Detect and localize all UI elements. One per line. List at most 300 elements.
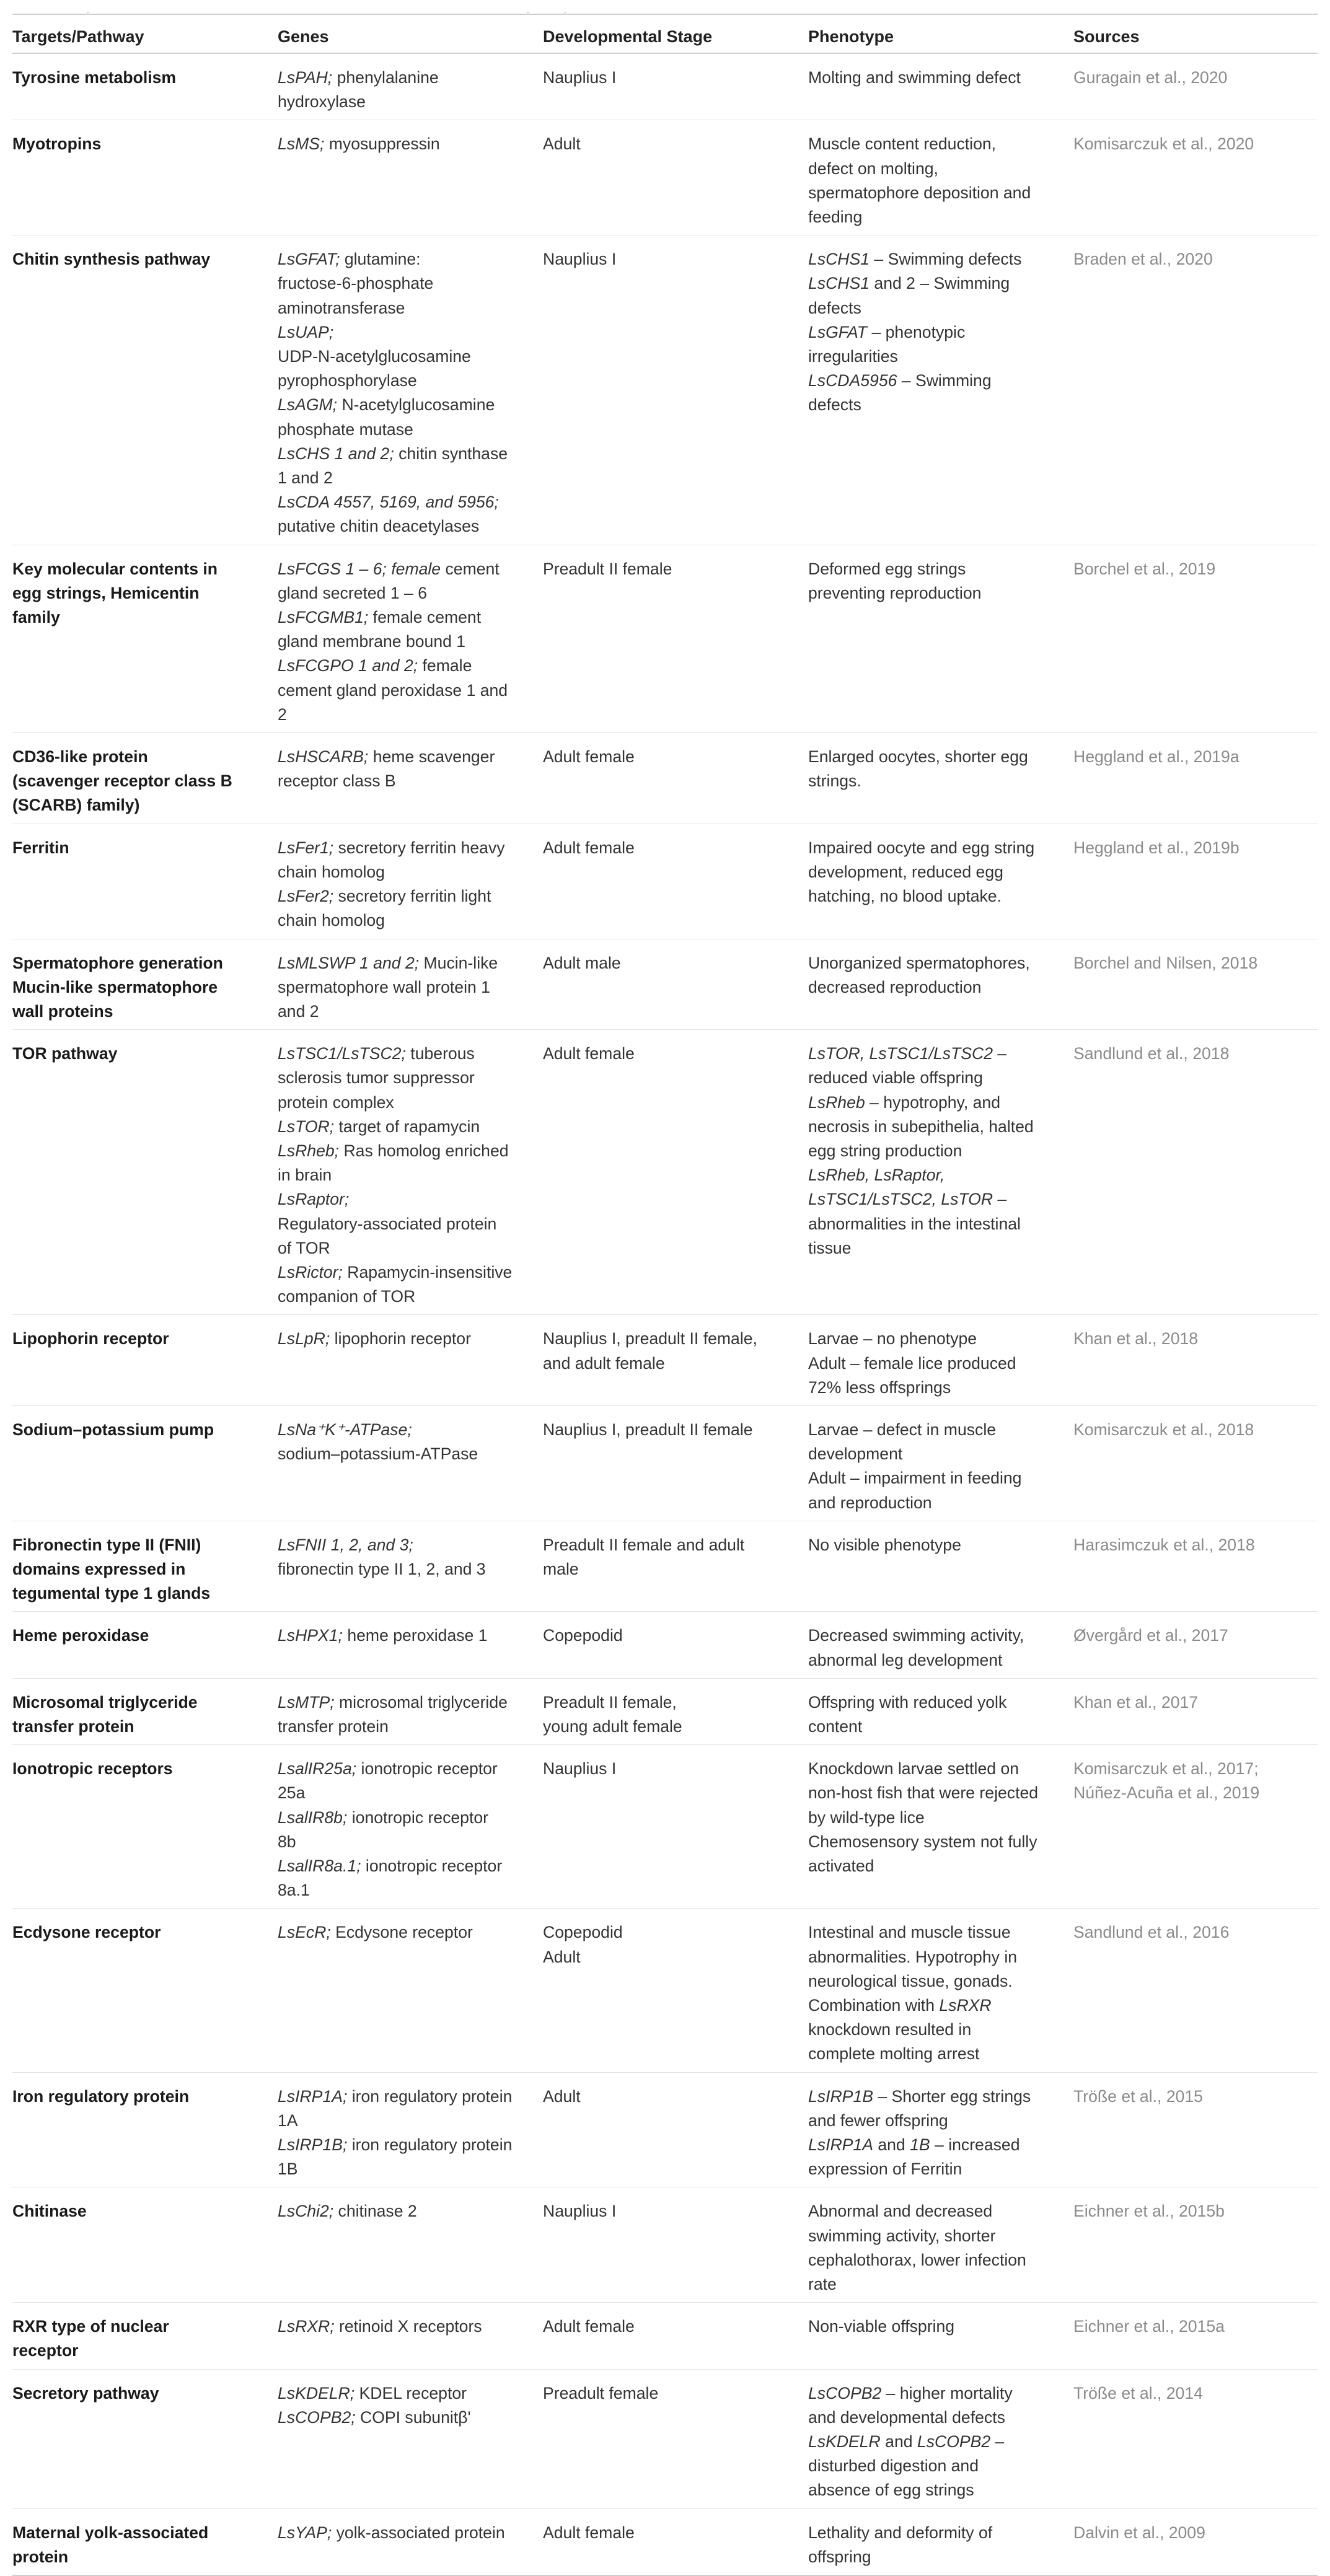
- table-row: [12, 2303, 1318, 2369]
- genes-cell-line: [278, 1690, 537, 1715]
- phenotype-cell-line: [808, 1920, 1067, 1945]
- line-text: abnormalities. Hypotrophy in: [808, 1947, 1018, 1966]
- source-cell-line: Harasimczuk et al., 2018: [1073, 1535, 1255, 1554]
- phenotype-cell-line: [808, 884, 1067, 908]
- genes-cell-line: [278, 1781, 537, 1805]
- target-cell-line: Heme peroxidase: [12, 1626, 149, 1645]
- phenotype-cell-line: [808, 951, 1067, 975]
- source-cell-line: Eichner et al., 2015b: [1073, 2202, 1225, 2221]
- genes-cell-line: [278, 836, 537, 860]
- phenotype-cell-line: [808, 1533, 1067, 1557]
- line-text: Intestinal and muscle tissue: [808, 1923, 1011, 1942]
- line-text: Larvae – no phenotype: [808, 1329, 977, 1348]
- stage-cell: [543, 824, 808, 939]
- target-cell: [12, 2303, 278, 2369]
- line-text: target of rapamycin: [334, 1117, 480, 1136]
- line-text: 8a.1: [278, 1881, 310, 1900]
- phenotype-cell-line: [808, 1715, 1067, 1739]
- table-row: [12, 1745, 1318, 1909]
- line-text: glutamine:: [340, 250, 421, 269]
- line-text: preventing reproduction: [808, 583, 982, 602]
- line-text: Adult – female lice produced: [808, 1353, 1016, 1373]
- target-cell-line: Chitin synthesis pathway: [12, 250, 211, 269]
- line-text: spermatophore wall protein 1: [278, 977, 490, 996]
- line-text: Regulatory-associated protein: [278, 1214, 497, 1233]
- line-text: transfer protein: [278, 1717, 389, 1736]
- genes-cell-line: [278, 1066, 537, 1090]
- stage-cell-line: Adult female: [543, 2523, 635, 2542]
- source-cell: [1073, 733, 1318, 824]
- source-cell: [1073, 1315, 1318, 1406]
- target-cell-line: CD36-like protein: [12, 747, 148, 767]
- genes-cell-line: [278, 393, 537, 417]
- stage-cell-line: Nauplius I, preadult II female,: [543, 1329, 757, 1348]
- stage-cell-line: Preadult female: [543, 2383, 659, 2402]
- stage-cell-line: Adult: [543, 2086, 581, 2106]
- target-cell: [12, 824, 278, 939]
- target-cell-line: TOR pathway: [12, 1044, 118, 1063]
- phenotype-cell-line: [808, 1466, 1067, 1490]
- line-text: 8b: [278, 1832, 296, 1851]
- italic-term: LsIRP1A;: [278, 2086, 348, 2106]
- line-text: phosphate mutase: [278, 420, 413, 439]
- line-text: heme scavenger: [368, 747, 495, 767]
- phenotype-cell: [808, 824, 1073, 939]
- source-cell-line: Komisarczuk et al., 2017;: [1073, 1759, 1259, 1778]
- phenotype-cell-line: [808, 2454, 1067, 2478]
- line-text: defects: [808, 395, 861, 415]
- genes-cell: [278, 733, 543, 824]
- line-text: and reproduction: [808, 1493, 932, 1512]
- genes-cell-line: [278, 2199, 537, 2223]
- line-text: chain homolog: [278, 911, 385, 930]
- line-text: –: [993, 1044, 1007, 1063]
- phenotype-cell-line: [808, 2133, 1067, 2157]
- phenotype-cell: [808, 1315, 1073, 1406]
- genes-cell-line: [278, 1187, 537, 1211]
- stage-cell: [543, 235, 808, 545]
- line-text: – Shorter egg strings: [873, 2086, 1031, 2106]
- target-cell-line: (scavenger receptor class B: [12, 771, 232, 791]
- line-text: defect on molting,: [808, 159, 938, 178]
- italic-term: LsCHS1: [808, 274, 870, 293]
- source-cell-line: Núñez-Acuña et al., 2019: [1073, 1783, 1260, 1803]
- source-cell: [1073, 2072, 1318, 2187]
- target-cell-line: Ecdysone receptor: [12, 1923, 161, 1942]
- header-stage: Developmental Stage: [543, 14, 808, 53]
- stage-cell-line: Adult female: [543, 838, 635, 857]
- stage-cell: [543, 545, 808, 732]
- genes-cell-line: [278, 745, 537, 769]
- line-text: cement gland peroxidase 1 and: [278, 680, 508, 700]
- genes-cell-line: [278, 1418, 537, 1442]
- stage-cell: [543, 1909, 808, 2072]
- italic-term: LsChi2;: [278, 2202, 334, 2221]
- line-text: – increased: [930, 2135, 1020, 2155]
- stage-cell-line: Copepodid: [543, 1626, 623, 1645]
- genes-cell: [278, 1745, 543, 1909]
- italic-term: LsAGM;: [278, 395, 338, 415]
- italic-term: LsPAH;: [278, 68, 333, 87]
- phenotype-cell-line: [808, 1648, 1067, 1673]
- target-cell-line: Lipophorin receptor: [12, 1329, 169, 1348]
- phenotype-cell-line: [808, 1781, 1067, 1805]
- document-page: [12, 0, 1318, 2576]
- line-text: feeding: [808, 208, 863, 227]
- table-row: [12, 235, 1318, 545]
- line-text: offspring: [808, 2547, 871, 2566]
- phenotype-cell-line: [808, 271, 1067, 296]
- genes-cell-line: [278, 271, 537, 296]
- italic-term: LsGFAT;: [278, 250, 340, 269]
- line-text: fructose-6-phosphate: [278, 274, 434, 293]
- line-text: disturbed digestion and: [808, 2456, 979, 2476]
- genes-cell-line: [278, 442, 537, 466]
- stage-cell: [543, 939, 808, 1030]
- source-cell-line: Borchel and Nilsen, 2018: [1073, 953, 1258, 972]
- genes-cell: [278, 2303, 543, 2369]
- line-text: and: [880, 2432, 917, 2451]
- line-text: activated: [808, 1857, 874, 1875]
- target-cell: [12, 1678, 278, 1744]
- genes-cell-line: [278, 1757, 537, 1781]
- line-text: non-host fish that were rejected: [808, 1783, 1039, 1803]
- phenotype-cell-line: [808, 860, 1067, 884]
- genes-cell-line: [278, 1285, 537, 1309]
- table-row: [12, 1678, 1318, 1744]
- genes-cell-line: [278, 1878, 537, 1902]
- line-text: – Swimming defects: [870, 250, 1022, 269]
- genes-cell-line: [278, 1327, 537, 1351]
- stage-cell-line: Nauplius I: [543, 250, 617, 269]
- header-row: [12, 14, 1318, 53]
- italic-term: LsKDELR: [808, 2432, 881, 2451]
- genes-cell-line: [278, 132, 537, 156]
- genes-cell-line: [278, 1115, 537, 1139]
- genes-cell: [278, 1315, 543, 1406]
- line-text: pyrophosphorylase: [278, 371, 417, 390]
- genes-cell-line: [278, 630, 537, 654]
- line-text: Enlarged oocytes, shorter egg: [808, 747, 1028, 767]
- target-cell: [12, 2187, 278, 2303]
- source-cell: [1073, 1909, 1318, 2072]
- genes-cell-line: [278, 1557, 537, 1581]
- line-text: irregularities: [808, 347, 898, 366]
- source-cell: [1073, 1678, 1318, 1744]
- phenotype-cell-line: [808, 1212, 1067, 1236]
- italic-term: LsCOPB2;: [278, 2407, 356, 2427]
- header-phenotype: Phenotype: [808, 14, 1073, 53]
- genes-cell-line: [278, 951, 537, 975]
- line-text: 1 and 2: [278, 468, 333, 488]
- line-text: neurological tissue, gonads.: [808, 1971, 1013, 1990]
- italic-term: LsFer2;: [278, 887, 334, 906]
- line-text: Decreased swimming activity,: [808, 1626, 1024, 1645]
- genes-cell: [278, 2072, 543, 2187]
- phenotype-cell-line: [808, 2478, 1067, 2502]
- phenotype-cell-line: [808, 393, 1067, 417]
- stage-cell-line: Nauplius I: [543, 1759, 617, 1778]
- target-cell-line: Maternal yolk-associated: [12, 2523, 209, 2542]
- stage-cell: [543, 1405, 808, 1521]
- line-text: defects: [808, 298, 861, 317]
- phenotype-cell-line: [808, 2381, 1067, 2406]
- line-text: Non-viable offspring: [808, 2317, 955, 2336]
- phenotype-cell-line: [808, 1491, 1067, 1515]
- source-cell: [1073, 824, 1318, 939]
- phenotype-cell-line: [808, 2248, 1067, 2272]
- line-text: development: [808, 1444, 903, 1464]
- genes-cell-line: [278, 1000, 537, 1024]
- genes-cell-line: [278, 514, 537, 538]
- line-text: UDP-N-acetylglucosamine: [278, 347, 471, 366]
- source-cell-line: Tröße et al., 2014: [1073, 2383, 1203, 2402]
- stage-cell-line: male: [543, 1559, 579, 1578]
- target-cell-line: tegumental type 1 glands: [12, 1584, 211, 1603]
- genes-cell: [278, 545, 543, 732]
- line-text: and 2 – Swimming: [870, 274, 1010, 293]
- line-text: female cement: [368, 608, 482, 627]
- source-cell: [1073, 2303, 1318, 2369]
- phenotype-cell-line: [808, 2018, 1067, 2042]
- line-text: – hypotrophy, and: [865, 1092, 1000, 1112]
- phenotype-cell-line: [808, 1327, 1067, 1351]
- line-text: –: [990, 2432, 1005, 2451]
- line-text: No visible phenotype: [808, 1535, 961, 1554]
- line-text: Knockdown larvae settled on: [808, 1759, 1020, 1778]
- phenotype-cell: [808, 1745, 1073, 1909]
- stage-cell: [543, 2187, 808, 2303]
- table-header: [12, 14, 1318, 53]
- italic-term: LsLpR;: [278, 1329, 330, 1348]
- genes-cell: [278, 2187, 543, 2303]
- phenotype-cell-line: [808, 1115, 1067, 1139]
- line-text: Offspring with reduced yolk: [808, 1692, 1007, 1712]
- stage-cell-line: Preadult II female: [543, 559, 672, 578]
- phenotype-cell-line: [808, 1236, 1067, 1260]
- genes-cell-line: [278, 1830, 537, 1854]
- table-row: [12, 824, 1318, 939]
- target-cell-line: wall proteins: [12, 1001, 113, 1021]
- table-row: [12, 2508, 1318, 2575]
- italic-term: LsMTP;: [278, 1692, 335, 1712]
- genes-cell: [278, 120, 543, 235]
- phenotype-cell-line: [808, 975, 1067, 1000]
- line-text: lipophorin receptor: [330, 1329, 471, 1348]
- phenotype-cell-line: [808, 1854, 1067, 1878]
- italic-term: LsalIR8b;: [278, 1808, 348, 1827]
- phenotype-cell-line: [808, 2085, 1067, 2109]
- table-row: [12, 1030, 1318, 1315]
- target-cell-line: Fibronectin type II (FNII): [12, 1535, 201, 1554]
- stage-cell: [543, 1678, 808, 1744]
- target-cell-line: family: [12, 608, 60, 627]
- phenotype-cell: [808, 53, 1073, 120]
- line-text: rate: [808, 2275, 837, 2294]
- genes-cell-line: [278, 296, 537, 320]
- target-cell-line: Ionotropic receptors: [12, 1759, 173, 1778]
- stage-cell-line: Nauplius I, preadult II female: [543, 1420, 753, 1439]
- line-text: Adult – impairment in feeding: [808, 1469, 1022, 1488]
- italic-term: LsHSCARB;: [278, 747, 369, 767]
- genes-cell-line: [278, 1139, 537, 1163]
- table-row: [12, 1315, 1318, 1406]
- line-text: Molting and swimming defect: [808, 68, 1021, 87]
- phenotype-cell: [808, 1521, 1073, 1612]
- genes-cell-line: [278, 769, 537, 793]
- genes-cell: [278, 824, 543, 939]
- line-text: secretory ferritin light: [333, 887, 491, 906]
- table-row: [12, 1612, 1318, 1678]
- stage-cell-line: Adult female: [543, 747, 635, 767]
- stage-cell: [543, 2508, 808, 2575]
- genes-cell-line: [278, 1715, 537, 1739]
- line-text: strings.: [808, 771, 861, 791]
- phenotype-cell-line: [808, 1418, 1067, 1442]
- target-cell: [12, 1521, 278, 1612]
- line-text: spermatophore deposition and: [808, 183, 1031, 202]
- phenotype-cell: [808, 545, 1073, 732]
- genes-cell: [278, 53, 543, 120]
- genes-cell: [278, 939, 543, 1030]
- phenotype-cell: [808, 2508, 1073, 2575]
- genes-cell-line: [278, 90, 537, 114]
- target-cell: [12, 1315, 278, 1406]
- phenotype-cell: [808, 2303, 1073, 2369]
- line-text: KDEL receptor: [355, 2383, 467, 2402]
- line-text: Impaired oocyte and egg string: [808, 838, 1035, 857]
- phenotype-cell: [808, 2187, 1073, 2303]
- stage-cell: [543, 1612, 808, 1678]
- source-cell: [1073, 939, 1318, 1030]
- phenotype-cell-line: [808, 296, 1067, 320]
- genes-cell-line: [278, 1624, 537, 1648]
- genes-cell-line: [278, 2133, 537, 2157]
- genes-cell-line: [278, 1042, 537, 1066]
- line-text: heme peroxidase 1: [342, 1626, 488, 1645]
- genes-cell-line: [278, 679, 537, 703]
- genes-cell: [278, 1678, 543, 1744]
- line-text: gland membrane bound 1: [278, 632, 466, 651]
- line-text: egg string production: [808, 1141, 962, 1160]
- target-cell: [12, 1030, 278, 1315]
- line-text: of TOR: [278, 1238, 330, 1257]
- source-cell-line: Dalvin et al., 2009: [1073, 2523, 1205, 2542]
- phenotype-cell-line: [808, 1830, 1067, 1854]
- line-text: gland secreted 1 – 6: [278, 583, 427, 602]
- italic-term: LsFCGPO 1 and 2;: [278, 656, 418, 675]
- line-text: –: [993, 1190, 1007, 1209]
- italic-term: LsRXR: [939, 1996, 992, 2015]
- italic-term: LsTSC1/LsTSC2, LsTOR: [808, 1190, 993, 1209]
- genes-cell-line: [278, 581, 537, 605]
- phenotype-cell-line: [808, 769, 1067, 793]
- target-cell-line: Mucin-like spermatophore: [12, 977, 218, 996]
- line-text: chain homolog: [278, 862, 385, 881]
- source-cell-line: Heggland et al., 2019b: [1073, 838, 1240, 857]
- line-text: COPI subunitβ': [355, 2407, 471, 2427]
- line-text: 2: [278, 705, 287, 724]
- target-cell: [12, 733, 278, 824]
- line-text: Deformed egg strings: [808, 559, 966, 578]
- phenotype-cell: [808, 235, 1073, 545]
- target-cell-line: Spermatophore generation: [12, 953, 223, 972]
- target-cell-line: egg strings, Hemicentin: [12, 583, 200, 602]
- phenotype-cell-line: [808, 1091, 1067, 1115]
- phenotype-cell-line: [808, 247, 1067, 271]
- phenotype-cell-line: [808, 2042, 1067, 2066]
- stage-cell-line: young adult female: [543, 1717, 682, 1736]
- italic-term: LsRheb, LsRaptor,: [808, 1166, 945, 1185]
- source-cell-line: Øvergård et al., 2017: [1073, 1626, 1228, 1645]
- italic-term: LsIRP1B: [808, 2086, 873, 2106]
- stage-cell-line: Preadult II female and adult: [543, 1535, 745, 1554]
- header-sources: Sources: [1073, 14, 1318, 53]
- stage-cell: [543, 120, 808, 235]
- line-text: yolk-associated protein: [332, 2523, 505, 2542]
- italic-term: LsCDA 4557, 5169, and 5956;: [278, 493, 499, 512]
- line-text: female: [418, 656, 472, 675]
- line-text: Abnormal and decreased: [808, 2202, 993, 2221]
- stage-cell: [543, 2303, 808, 2369]
- phenotype-cell-line: [808, 1969, 1067, 1994]
- line-text: hydroxylase: [278, 92, 366, 112]
- line-text: retinoid X receptors: [334, 2317, 482, 2336]
- genes-cell-line: [278, 2157, 537, 2181]
- target-cell-line: (SCARB) family): [12, 796, 140, 815]
- phenotype-cell-line: [808, 1690, 1067, 1715]
- genes-cell: [278, 2508, 543, 2575]
- target-cell-line: transfer protein: [12, 1717, 134, 1736]
- phenotype-cell: [808, 2072, 1073, 2187]
- stage-cell: [543, 1521, 808, 1612]
- line-text: chitinase 2: [333, 2202, 417, 2221]
- phenotype-cell-line: [808, 2406, 1067, 2430]
- genes-cell-line: [278, 605, 537, 630]
- genes-cell-line: [278, 1260, 537, 1285]
- line-text: tissue: [808, 1238, 852, 1257]
- italic-term: LsKDELR;: [278, 2383, 355, 2402]
- line-text: Lethality and deformity of: [808, 2523, 993, 2542]
- phenotype-cell-line: [808, 1757, 1067, 1781]
- phenotype-cell-line: [808, 1945, 1067, 1969]
- table-row: [12, 120, 1318, 235]
- italic-term: LsCHS 1 and 2;: [278, 444, 394, 463]
- source-cell: [1073, 1521, 1318, 1612]
- genes-cell: [278, 1030, 543, 1315]
- line-text: complete molting arrest: [808, 2044, 980, 2064]
- phenotype-cell-line: [808, 1624, 1067, 1648]
- phenotype-cell-line: [808, 581, 1067, 605]
- phenotype-cell-line: [808, 1163, 1067, 1187]
- line-text: – higher mortality: [881, 2383, 1013, 2402]
- line-text: decreased reproduction: [808, 977, 982, 996]
- table-row: [12, 2369, 1318, 2508]
- table-row: [12, 545, 1318, 732]
- stage-cell: [543, 1745, 808, 1909]
- line-text: Larvae – defect in muscle: [808, 1420, 997, 1439]
- line-text: aminotransferase: [278, 298, 405, 317]
- stage-cell: [543, 2369, 808, 2508]
- source-cell-line: Eichner et al., 2015a: [1073, 2317, 1225, 2336]
- phenotype-cell: [808, 120, 1073, 235]
- genes-cell-line: [278, 1236, 537, 1260]
- line-text: and 2: [278, 1001, 319, 1021]
- source-cell: [1073, 2187, 1318, 2303]
- genes-cell-line: [278, 2314, 537, 2339]
- line-text: myosuppressin: [324, 134, 440, 154]
- line-text: sodium–potassium-ATPase: [278, 1444, 478, 1464]
